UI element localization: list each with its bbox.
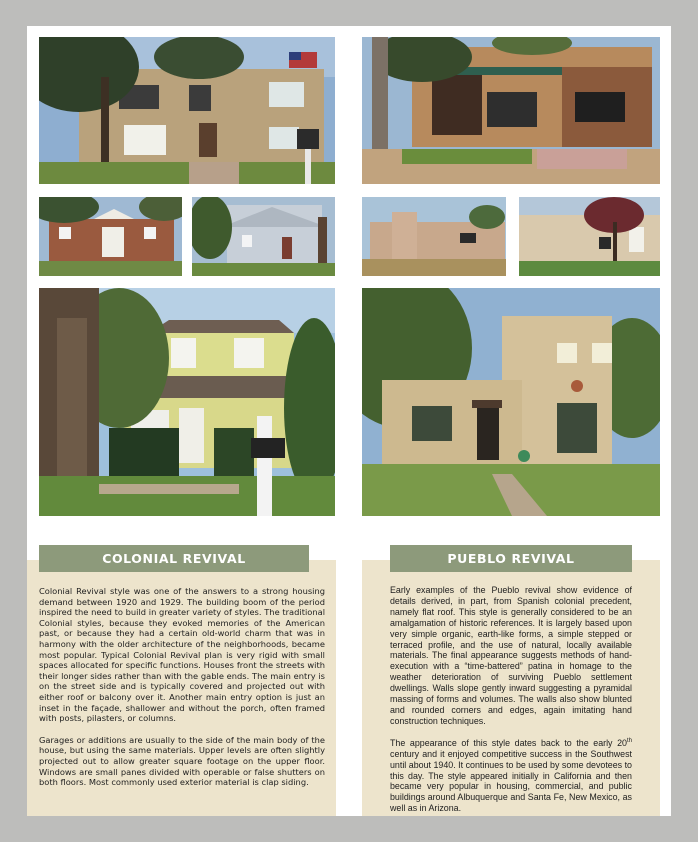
photo-colonial-small-brick bbox=[39, 197, 182, 276]
photo-colonial-yellow-house bbox=[39, 288, 335, 516]
pueblo-paragraph-2-start: The appearance of this style dates back to the early 20 bbox=[390, 737, 627, 748]
pueblo-paragraph-2-end: century and it enjoyed competitive success in the Southwest until about 1940. It continues to be used by some devotees to this day. The style appeared initially in California and then became very popular in housing, commercial, and public buildings around Albuquerque and Santa Fe, New Mexico, as well as in Arizona. bbox=[390, 748, 632, 814]
pueblo-revival-title: PUEBLO REVIVAL bbox=[390, 545, 632, 572]
pueblo-revival-body bbox=[390, 585, 632, 825]
photo-pueblo-red-tree bbox=[519, 197, 660, 276]
colonial-paragraph-1: Colonial Revival style was one of the answers to a strong housing demand between 1920 and 1929. The building boom of the period inspired the need to build in greater variety of styles. The traditional Colonial styles, because they evoked memories of the American past, or because they had a certain old-world charm that was in harmony with the older architecture of the neighborhoods, became most popular. Typical Colonial Revival plan is very rigid with small spaces allocated for specific functions. Houses front the streets with their longer sides rather than with the gable ends. The main entry is on the street side and is typically covered and projected out with either roof or balcony over it. Another main entry option is just an inset in the façade, shallower and without the porch, often framed with posts, pilasters, or columns. bbox=[39, 586, 325, 724]
photo-pueblo-adobe-small bbox=[362, 197, 506, 276]
photo-pueblo-two-story bbox=[362, 288, 660, 516]
photo-colonial-gray-house bbox=[192, 197, 335, 276]
photo-colonial-brick-house bbox=[39, 37, 335, 184]
pueblo-paragraph-2 bbox=[390, 738, 632, 814]
colonial-revival-body bbox=[39, 586, 325, 799]
colonial-paragraph-2: Garages or additions are usually to the side of the main body of the house, but using the same materials. Upper levels are often slightly projected out to allow greater square footage on the upper floor. Windows are small panes divided with operable or false shutters on both floors. Most commonly used exterior material is clap siding. bbox=[39, 734, 325, 788]
photo-pueblo-porch-house bbox=[362, 37, 660, 184]
pueblo-paragraph-1: Early examples of the Pueblo revival show evidence of details derived, in part, from Spanish colonial precedent, namely flat roof. This style is generally considered to be an amalgamation of historic references. It is largely based upon very simple organic, earth-like forms, a simple stepped or terraced profile, and the use of natural, locally available materials. The final appearance suggests methods of hand-execution with a “time-battered” patina in homage to the weather deterioration of surviving Pueblo settlement dwellings. Walls slope gently inward suggesting a pyramidal massing of forms and volumes. The walls also show blunted and rounded corners and edges, again imitating hand construction techniques. bbox=[390, 585, 632, 726]
superscript-th: th bbox=[626, 737, 632, 744]
colonial-revival-title: COLONIAL REVIVAL bbox=[39, 545, 309, 572]
